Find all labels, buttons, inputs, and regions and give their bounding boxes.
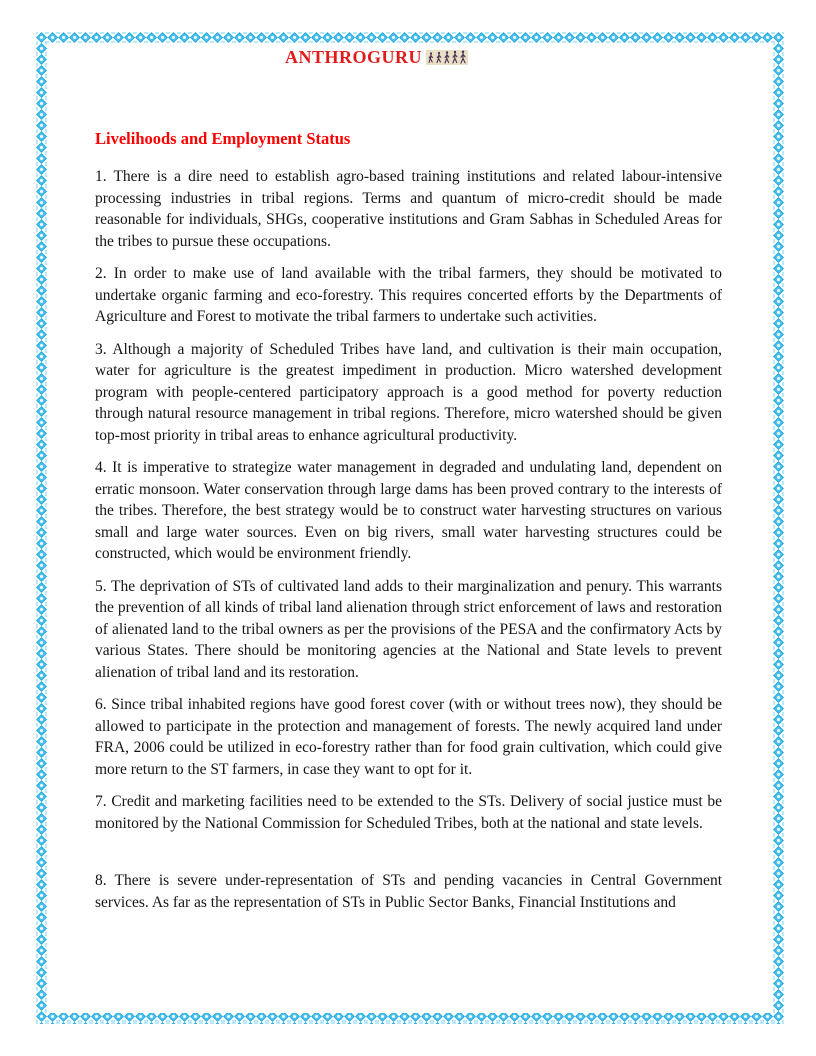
- paragraph-6: 6. Since tribal inhabited regions have good forest cover (with or without trees now), they should be allowed to participate in the protection and management of forests. The newly acquired land under FRA, 2006 could be utilized in eco-forestry rather than for food grain cultivation, which could give more return to the ST farmers, in case they want to opt for it.: [95, 696, 722, 778]
- paragraph-2: 2. In order to make use of land available with the tribal farmers, they should be motivated to undertake organic farming and eco-forestry. This requires concerted efforts by the Departments of Agriculture and Forest to motivate the tribal farmers to undertake such activities.: [95, 265, 722, 325]
- site-header: [95, 47, 722, 68]
- evolution-of-man-icon: [426, 49, 468, 66]
- paragraph-3: 3. Although a majority of Scheduled Tribes have land, and cultivation is their main occupation, water for agriculture is the greatest impediment in production. Micro watershed development program with people-centered participatory approach is a good method for poverty reduction through natural resource management in tribal regions. Therefore, micro watershed should be given top-most priority in tribal areas to enhance agricultural productivity.: [95, 340, 722, 444]
- paragraph-5: 5. The deprivation of STs of cultivated land adds to their marginalization and penury. This warrants the prevention of all kinds of tribal land alienation through strict enforcement of laws and restoration of alienated land to the tribal owners as per the provisions of the PESA and the confirmatory Acts by various States. There should be monitoring agencies at the National and State levels to prevent alienation of tribal land and its restoration.: [95, 577, 722, 681]
- paragraph-7: 7. Credit and marketing facilities need to be extended to the STs. Delivery of social justice must be monitored by the National Commission for Scheduled Tribes, both at the national and state levels.: [95, 793, 722, 832]
- paragraph-1: 1. There is a dire need to establish agro-based training institutions and related labour-intensive processing industries in tribal regions. Terms and quantum of micro-credit should be made reasonable for individuals, SHGs, cooperative institutions and Gram Sabhas in Scheduled Areas for the tribes to pursue these occupations.: [95, 168, 722, 250]
- site-title: ANTHROGURU: [284, 47, 422, 67]
- paragraph-4: 4. It is imperative to strategize water management in degraded and undulating land, dependent on erratic monsoon. Water conservation through large dams has been proved contrary to the interests of the tribes. Therefore, the best strategy would be to construct water harvesting structures on various small and large water sources. Even on big rivers, small water harvesting structures could be constructed, which would be environment friendly.: [95, 459, 722, 562]
- section-heading: Livelihoods and Employment Status: [95, 129, 351, 148]
- paragraph-8: 8. There is severe under-representation of STs and pending vacancies in Central Government services. As far as the representation of STs in Public Sector Banks, Financial Institutions and: [95, 872, 722, 911]
- document-body: [95, 128, 722, 924]
